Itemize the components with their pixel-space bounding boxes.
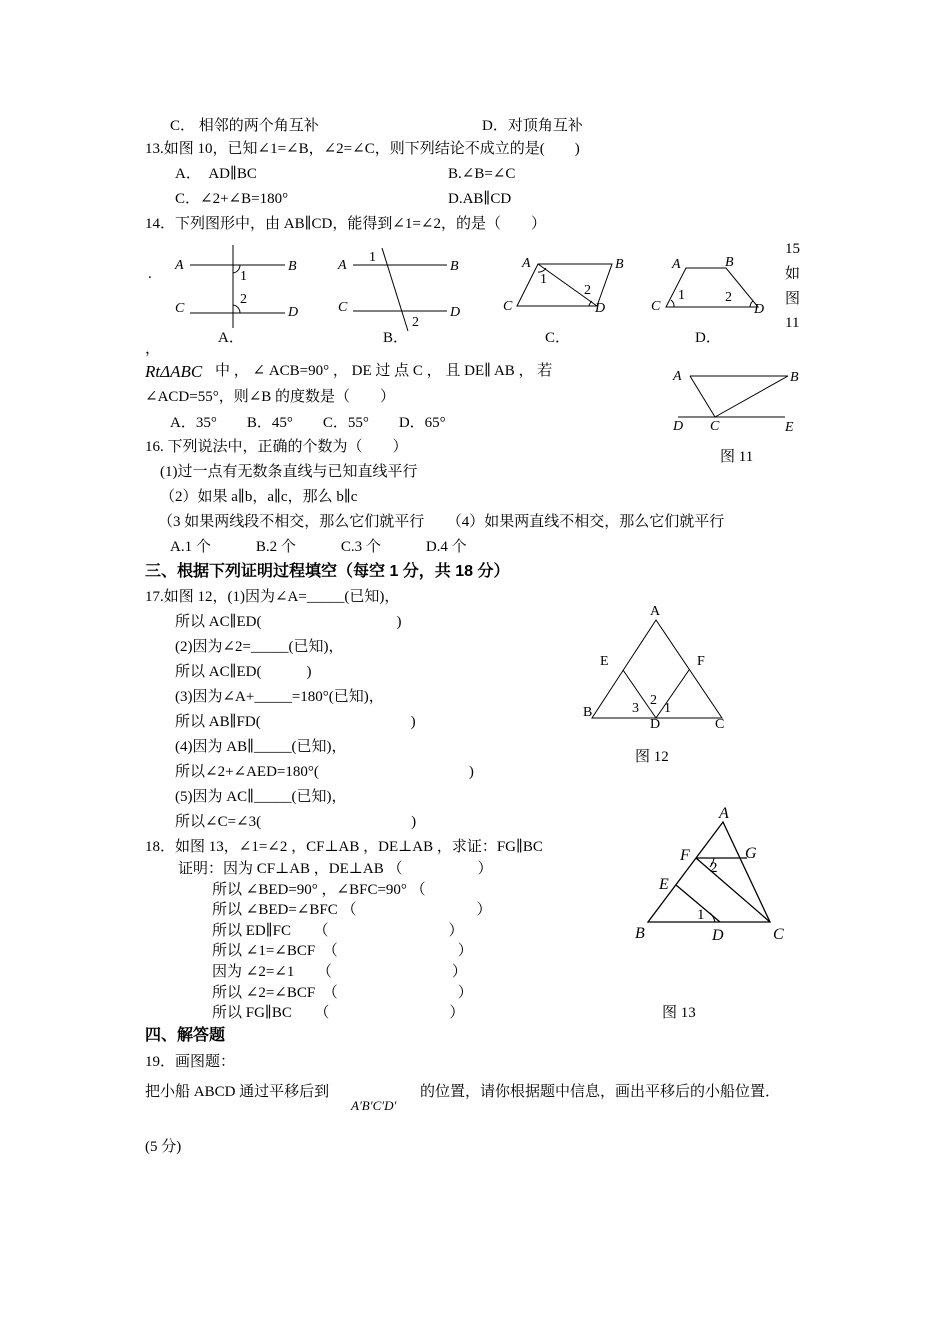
svg-text:2: 2	[650, 693, 657, 708]
svg-text:D: D	[288, 305, 299, 320]
svg-text:F: F	[697, 654, 705, 669]
q15-rt-triangle: RtΔABC	[145, 362, 203, 381]
svg-text:A: A	[522, 256, 531, 271]
svg-text:C: C	[773, 926, 784, 943]
q15-line2: ∠ACD=55°，则∠B 的度数是（ ）	[145, 389, 396, 405]
svg-text:C: C	[710, 419, 720, 434]
svg-text:A: A	[650, 604, 661, 619]
figure-13	[630, 800, 800, 950]
q16-statement-2: （2）如果 a∥b，a∥c，那么 b∥c	[160, 489, 358, 505]
q13-stem: 13.如图 10，已知∠1=∠B，∠2=∠C，则下列结论不成立的是( )	[145, 141, 580, 157]
svg-text:3: 3	[632, 701, 639, 716]
q14-label-c: C．	[545, 330, 571, 346]
q13-option-c: C．∠2+∠B=180°	[175, 191, 289, 207]
section-4-heading: 四、解答题	[145, 1027, 226, 1044]
q19-score: (5 分)	[145, 1139, 182, 1155]
svg-text:B: B	[615, 257, 624, 272]
svg-text:A: A	[175, 258, 184, 273]
q19-stem: 19．画图题：	[145, 1054, 236, 1070]
q17-line-1: 17.如图 12，(1)因为∠A=_____(已知)，	[145, 589, 400, 605]
q17-line-9: (5)因为 AC∥_____(已知)，	[175, 789, 347, 805]
svg-text:B: B	[583, 705, 593, 720]
q16-statement-3-4: （3 如果两线段不相交，那么它们就平行 （4）如果两直线不相交，那么它们就平行	[158, 514, 725, 530]
figure-13-caption: 图 13	[662, 1005, 696, 1021]
svg-text:2: 2	[412, 315, 419, 330]
svg-text:1: 1	[369, 250, 376, 265]
q15-line1: 中 ， ∠ ACB=90° ， DE 过 点 C ， 且 DE∥ AB ， 若	[215, 363, 553, 379]
q14-label-b: B．	[383, 330, 409, 346]
svg-text:1: 1	[240, 269, 247, 284]
svg-text:G: G	[745, 845, 757, 862]
q19-body-a: 把小船 ABCD 通过平移后到	[145, 1084, 330, 1100]
figure-12-caption: 图 12	[635, 749, 669, 765]
svg-text:A: A	[338, 258, 347, 273]
q17-line-3: (2)因为∠2=_____(已知)，	[175, 639, 344, 655]
q18-proof-7: 所以 ∠2=∠BCF （ ）	[212, 985, 473, 1001]
svg-text:2: 2	[710, 860, 718, 876]
q15-side-tu: 图	[785, 291, 801, 307]
q16-stem: 16. 下列说法中，正确的个数为（ ）	[145, 439, 408, 455]
q18-proof-2: 所以 ∠BED=90° ，∠BFC=90° （	[212, 882, 426, 898]
svg-text:F: F	[680, 847, 690, 864]
q14-dot: .	[148, 266, 152, 282]
svg-text:1: 1	[540, 272, 547, 287]
svg-text:A: A	[673, 369, 682, 384]
q17-line-2: 所以 AC∥ED( )	[175, 614, 402, 630]
svg-text:C: C	[503, 299, 513, 314]
q13-option-d: D.AB∥CD	[448, 191, 512, 207]
q14-figure-d	[648, 252, 773, 322]
svg-text:D: D	[650, 717, 661, 732]
figure-11-caption: 图 11	[720, 449, 754, 465]
q15-options: A．35° B．45° C．55° D．65°	[170, 415, 446, 431]
q14-figure-a	[170, 240, 310, 335]
q14-figure-b	[335, 245, 475, 340]
q13-option-a: A． AD∥BC	[175, 166, 257, 182]
svg-text:2: 2	[584, 283, 591, 298]
q18-stem: 18．如图 13，∠1=∠2 ，CF⊥AB ，DE⊥AB ，求证：FG∥BC	[145, 839, 543, 855]
svg-text:D: D	[754, 302, 765, 317]
q17-line-10: 所以∠C=∠3( )	[175, 814, 417, 830]
q16-statement-1: (1)过一点有无数条直线与已知直线平行	[160, 464, 418, 480]
svg-text:D: D	[712, 927, 724, 944]
q16-options: A.1 个 B.2 个 C.3 个 D.4 个	[170, 539, 467, 555]
q13-option-b: B.∠B=∠C	[448, 166, 516, 182]
q14-stem: 14．下列图形中，由 AB∥CD，能得到∠1=∠2，的是（ ）	[145, 216, 546, 232]
q18-proof-8: 所以 FG∥BC （ ）	[212, 1005, 465, 1021]
svg-text:B: B	[790, 370, 799, 385]
svg-text:B: B	[635, 925, 645, 942]
svg-text:A: A	[672, 257, 681, 272]
svg-text:D: D	[595, 301, 606, 316]
q15-comma: ，	[145, 341, 161, 357]
section-3-heading: 三、根据下列证明过程填空（每空 1 分，共 18 分）	[145, 563, 510, 580]
q18-proof-6: 因为 ∠2=∠1 （ ）	[212, 964, 467, 980]
q15-side-num: 15	[785, 241, 800, 257]
svg-text:C: C	[651, 299, 661, 314]
svg-text:A: A	[719, 805, 729, 822]
q18-proof-3: 所以 ∠BED=∠BFC （ ）	[212, 902, 492, 918]
svg-text:1: 1	[664, 701, 671, 716]
q18-proof-1: 证明：因为 CF⊥AB ，DE⊥AB （ ）	[178, 861, 493, 877]
q14-label-d: D．	[695, 330, 721, 346]
q15-side-ru: 如	[785, 266, 801, 282]
figure-12	[580, 600, 740, 740]
q17-line-5: (3)因为∠A+_____=180°(已知)，	[175, 689, 384, 705]
q17-line-7: (4)因为 AB∥_____(已知)，	[175, 739, 347, 755]
q17-line-6: 所以 AB∥FD( )	[175, 714, 416, 730]
q14-figure-c	[500, 250, 635, 320]
svg-text:C: C	[715, 717, 725, 732]
svg-text:D: D	[673, 419, 684, 434]
svg-text:1: 1	[678, 288, 685, 303]
q19-body-b: 的位置，请你根据题中信息，画出平移后的小船位置．	[420, 1084, 781, 1100]
q17-line-8: 所以∠2+∠AED=180°( )	[175, 764, 474, 780]
svg-text:2: 2	[725, 290, 732, 305]
q19-prime-label: A′B′C′D′	[351, 1098, 397, 1113]
svg-text:B: B	[288, 259, 297, 274]
q12-option-d: D．对顶角互补	[482, 118, 583, 134]
svg-text:C: C	[338, 300, 348, 315]
svg-text:E: E	[600, 654, 609, 669]
q17-line-4: 所以 AC∥ED( )	[175, 664, 312, 680]
q18-proof-4: 所以 ED∥FC （ ）	[212, 923, 464, 939]
svg-text:E: E	[659, 876, 669, 893]
q18-proof-5: 所以 ∠1=∠BCF （ ）	[212, 943, 473, 959]
svg-text:2: 2	[240, 292, 247, 307]
q12-option-c: C． 相邻的两个角互补	[170, 118, 319, 134]
q15-side-11: 11	[785, 315, 800, 331]
figure-11	[670, 362, 810, 437]
svg-text:D: D	[450, 305, 461, 320]
svg-text:E: E	[785, 420, 794, 435]
svg-text:C: C	[175, 301, 185, 316]
q14-label-a: A．	[218, 330, 244, 346]
svg-text:1: 1	[697, 907, 705, 923]
svg-text:B: B	[450, 259, 459, 274]
svg-text:B: B	[725, 255, 734, 270]
